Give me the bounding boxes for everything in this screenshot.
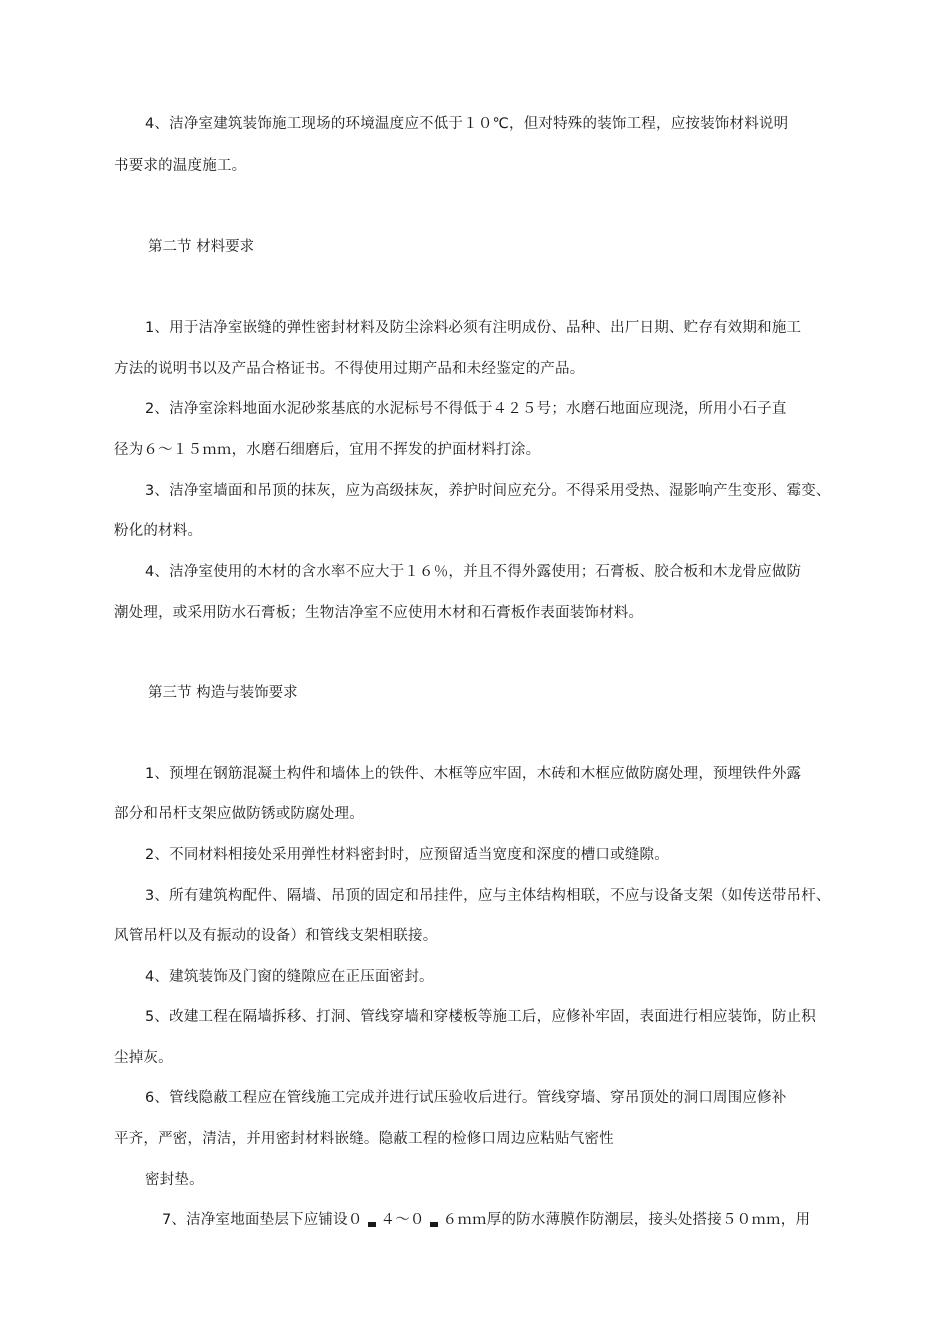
paragraph-text-segment: ６ｍｍ厚的防水薄膜作防潮层，接头处搭接５０ｍｍ，用 [442, 1212, 811, 1228]
paragraph-line: 1、用于洁净室嵌缝的弹性密封材料及防尘涂料必须有注明成份、品种、出厂日期、贮存有效期和施工 [145, 320, 802, 336]
paragraph-line: 4、洁净室使用的木材的含水率不应大于１６％，并且不得外露使用；石膏板、胶合板和木龙骨应做防 [145, 564, 802, 580]
paragraph-line: 径为６～１５ｍｍ，水磨石细磨后，宜用不挥发的护面材料打涂。 [114, 442, 541, 458]
paragraph-line: 1、预埋在钢筋混凝土构件和墙体上的铁件、木框等应牢固，木砖和木框应做防腐处理，预埋铁件外露 [145, 766, 802, 782]
paragraph-line: 6、管线隐蔽工程应在管线施工完成并进行试压验收后进行。管线穿墙、穿吊顶处的洞口周围应修补 [145, 1090, 787, 1106]
paragraph-line: 2、不同材料相接处采用弹性材料密封时，应预留适当宽度和深度的槽口或缝隙。 [145, 847, 669, 863]
paragraph-text-segment: ４～０ [380, 1212, 425, 1228]
paragraph-line: 粉化的材料。 [114, 523, 203, 539]
paragraph-line: 尘掉灰。 [114, 1050, 173, 1066]
section-heading-3: 第三节 构造与装饰要求 [148, 685, 298, 701]
section-heading-2: 第二节 材料要求 [148, 239, 255, 255]
paragraph-line: 5、改建工程在隔墙拆移、打洞、管线穿墙和穿楼板等施工后，应修补牢固，表面进行相应装饰，防止积 [145, 1009, 816, 1025]
paragraph-line-7 [162, 1210, 810, 1230]
paragraph-line: 3、所有建筑构配件、隔墙、吊顶的固定和吊挂件，应与主体结构相联，不应与设备支架（如传送带吊杆、 [145, 888, 831, 904]
decimal-point-mark [368, 1222, 376, 1227]
paragraph-line: 3、洁净室墙面和吊顶的抹灰，应为高级抹灰，养护时间应充分。不得采用受热、湿影响产生变形、霉变、 [145, 483, 831, 499]
paragraph-line: 潮处理，或采用防水石膏板；生物洁净室不应使用木材和石膏板作表面装饰材料。 [114, 605, 644, 621]
paragraph-line: 部分和吊杆支架应做防锈或防腐处理。 [114, 806, 364, 822]
paragraph-line: 风管吊杆以及有振动的设备）和管线支架相联接。 [114, 928, 438, 944]
paragraph-line: 2、洁净室涂料地面水泥砂浆基底的水泥标号不得低于４２５号；水磨石地面应现浇，所用小石子直 [145, 401, 787, 417]
paragraph-line: 书要求的温度施工。 [114, 158, 247, 174]
paragraph-line: 密封垫。 [145, 1172, 204, 1188]
paragraph-line: 4、洁净室建筑装饰施工现场的环境温度应不低于１０℃，但对特殊的装饰工程，应按装饰材料说明 [145, 116, 789, 132]
paragraph-line: 4、建筑装饰及门窗的缝隙应在正压面密封。 [145, 969, 434, 985]
decimal-point-mark [430, 1222, 438, 1227]
paragraph-line: 平齐，严密，清洁，并用密封材料嵌缝。隐蔽工程的检修口周边应粘贴气密性 [114, 1131, 614, 1147]
paragraph-line: 方法的说明书以及产品合格证书。不得使用过期产品和未经鉴定的产品。 [114, 361, 585, 377]
paragraph-text-segment: 7、洁净室地面垫层下应铺设０ [162, 1212, 363, 1228]
